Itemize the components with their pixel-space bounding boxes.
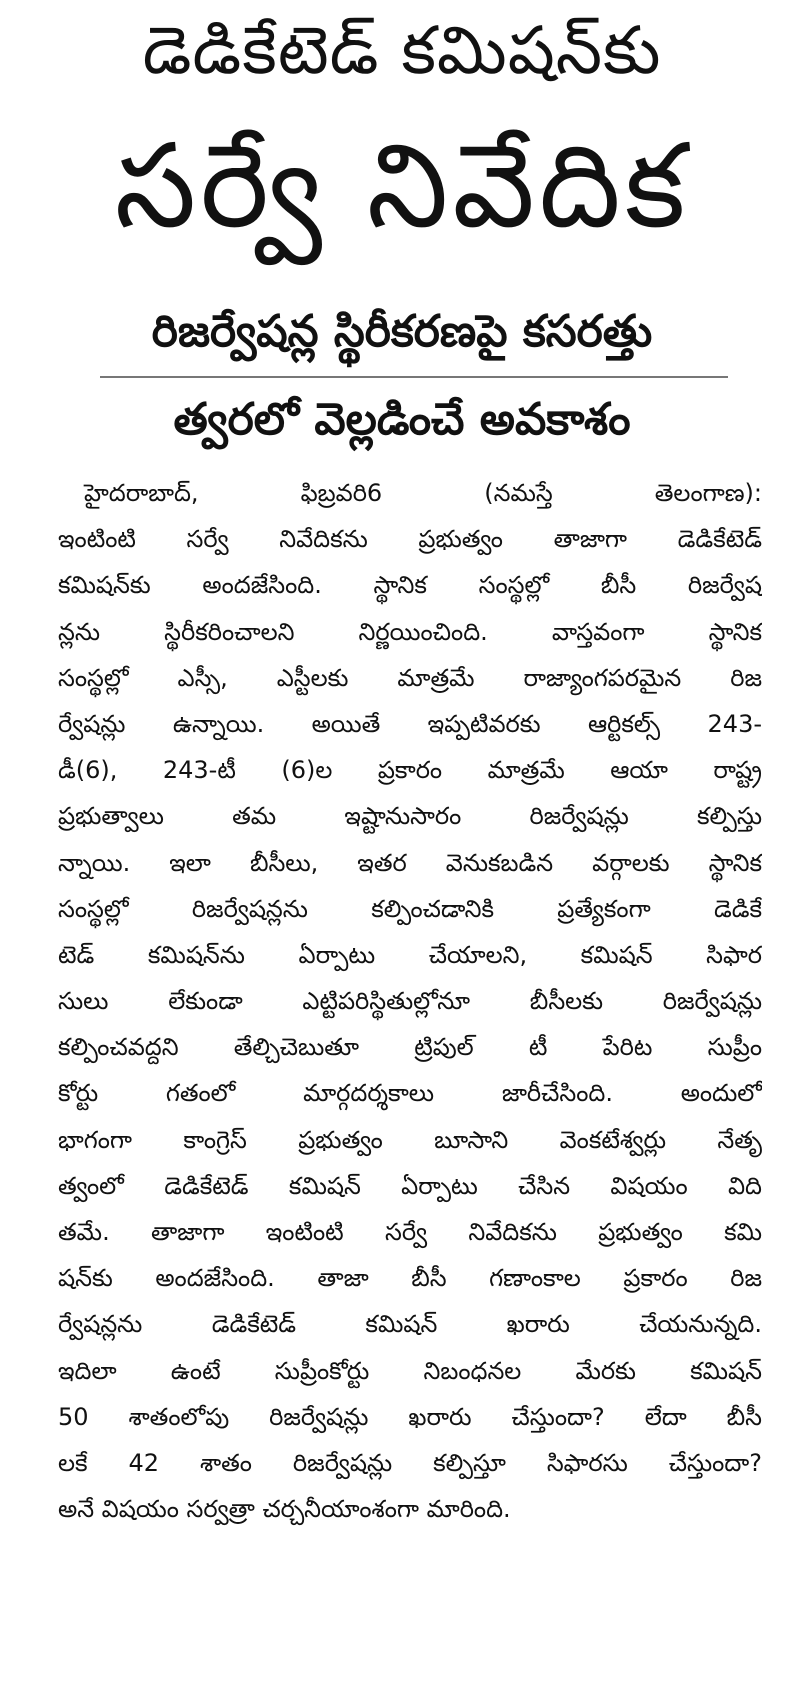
body-line: షన్‌కు అందజేసింది. తాజా బీసీ గణాంకాల ప్రకారం రిజ (58, 1264, 762, 1293)
body-line: కోర్టు గతంలో మార్గదర్శకాలు జారీచేసింది. అందులో (58, 1079, 762, 1108)
subheadline-1: రిజర్వేషన్ల స్థిరీకరణపై కసరత్తు (151, 306, 653, 357)
divider-rule (100, 376, 728, 378)
body-line: తమే. తాజాగా ఇంటింటి సర్వే నివేదికను ప్రభుత్వం కమి (58, 1218, 762, 1246)
body-line: సంస్థల్లో ఎస్సీ, ఎస్టీలకు మాత్రమే రాజ్యాంగపరమైన రిజ (58, 663, 762, 692)
body-line: ర్వేషన్లను డెడికేటెడ్ కమిషన్ ఖరారు చేయనున్నది. (58, 1310, 762, 1339)
body-line: ఇదిలా ఉంటే సుప్రీంకోర్టు నిబంధనల మేరకు కమిషన్ (58, 1356, 762, 1385)
newspaper-clipping (22, 0, 782, 1668)
kicker-headline: డెడికేటెడ్ కమిషన్‌కు (142, 12, 662, 89)
body-line: ప్రభుత్వాలు తమ ఇష్టానుసారం రిజర్వేషన్లు కల్పిస్తు (58, 802, 762, 831)
article-body (58, 470, 762, 1532)
body-line: డీ(6), 243-టీ (6)ల ప్రకారం మాత్రమే ఆయా రాష్ట్ర (58, 756, 762, 785)
subheadline-2: త్వరలో వెల్లడించే అవకాశం (173, 394, 631, 445)
body-line: అనే విషయం సర్వత్రా చర్చనీయాంశంగా మారింది. (58, 1495, 511, 1524)
body-line: త్వంలో డెడికేటెడ్ కమిషన్ ఏర్పాటు చేసిన విషయం విది (58, 1171, 762, 1200)
body-line: ఇంటింటి సర్వే నివేదికను ప్రభుత్వం తాజాగా డెడికేటెడ్ (58, 525, 762, 554)
body-line: న్లను స్థిరీకరించాలని నిర్ణయించింది. వాస్తవంగా స్థానిక (58, 617, 762, 646)
body-line: 50 శాతంలోపు రిజర్వేషన్లు ఖరారు చేస్తుందా? లేదా బీసీ (58, 1402, 762, 1431)
body-line: న్నాయి. ఇలా బీసీలు, ఇతర వెనుకబడిన వర్గాలకు స్థానిక (58, 848, 762, 877)
body-line: భాగంగా కాంగ్రెస్ ప్రభుత్వం బూసాని వెంకటేశ్వర్లు నేతృ (58, 1125, 762, 1154)
body-line: సులు లేకుండా ఎట్టిపరిస్థితుల్లోనూ బీసీలకు రిజర్వేషన్లు (58, 987, 762, 1016)
main-headline: సర్వే నివేదిక (114, 119, 690, 254)
body-line: టెడ్ కమిషన్‌ను ఏర్పాటు చేయాలని, కమిషన్ సిఫార (58, 940, 762, 969)
body-line: సంస్థల్లో రిజర్వేషన్లను కల్పించడానికి ప్రత్యేకంగా డెడికే (58, 894, 762, 923)
body-line: కల్పించవద్దని తేల్చిచెబుతూ ట్రిపుల్ టీ పేరిట సుప్రీం (58, 1033, 762, 1062)
body-line: ర్వేషన్లు ఉన్నాయి. అయితే ఇప్పటివరకు ఆర్టికల్స్ 243- (58, 709, 762, 738)
body-line: లకే 42 శాతం రిజర్వేషన్లు కల్పిస్తూ సిఫారసు చేస్తుందా? (58, 1448, 762, 1477)
body-line: హైదరాబాద్, ఫిబ్రవరి6 (నమస్తే తెలంగాణ): (84, 479, 762, 507)
body-line: కమిషన్‌కు అందజేసింది. స్థానిక సంస్థల్లో బీసీ రిజర్వేష (58, 571, 762, 600)
